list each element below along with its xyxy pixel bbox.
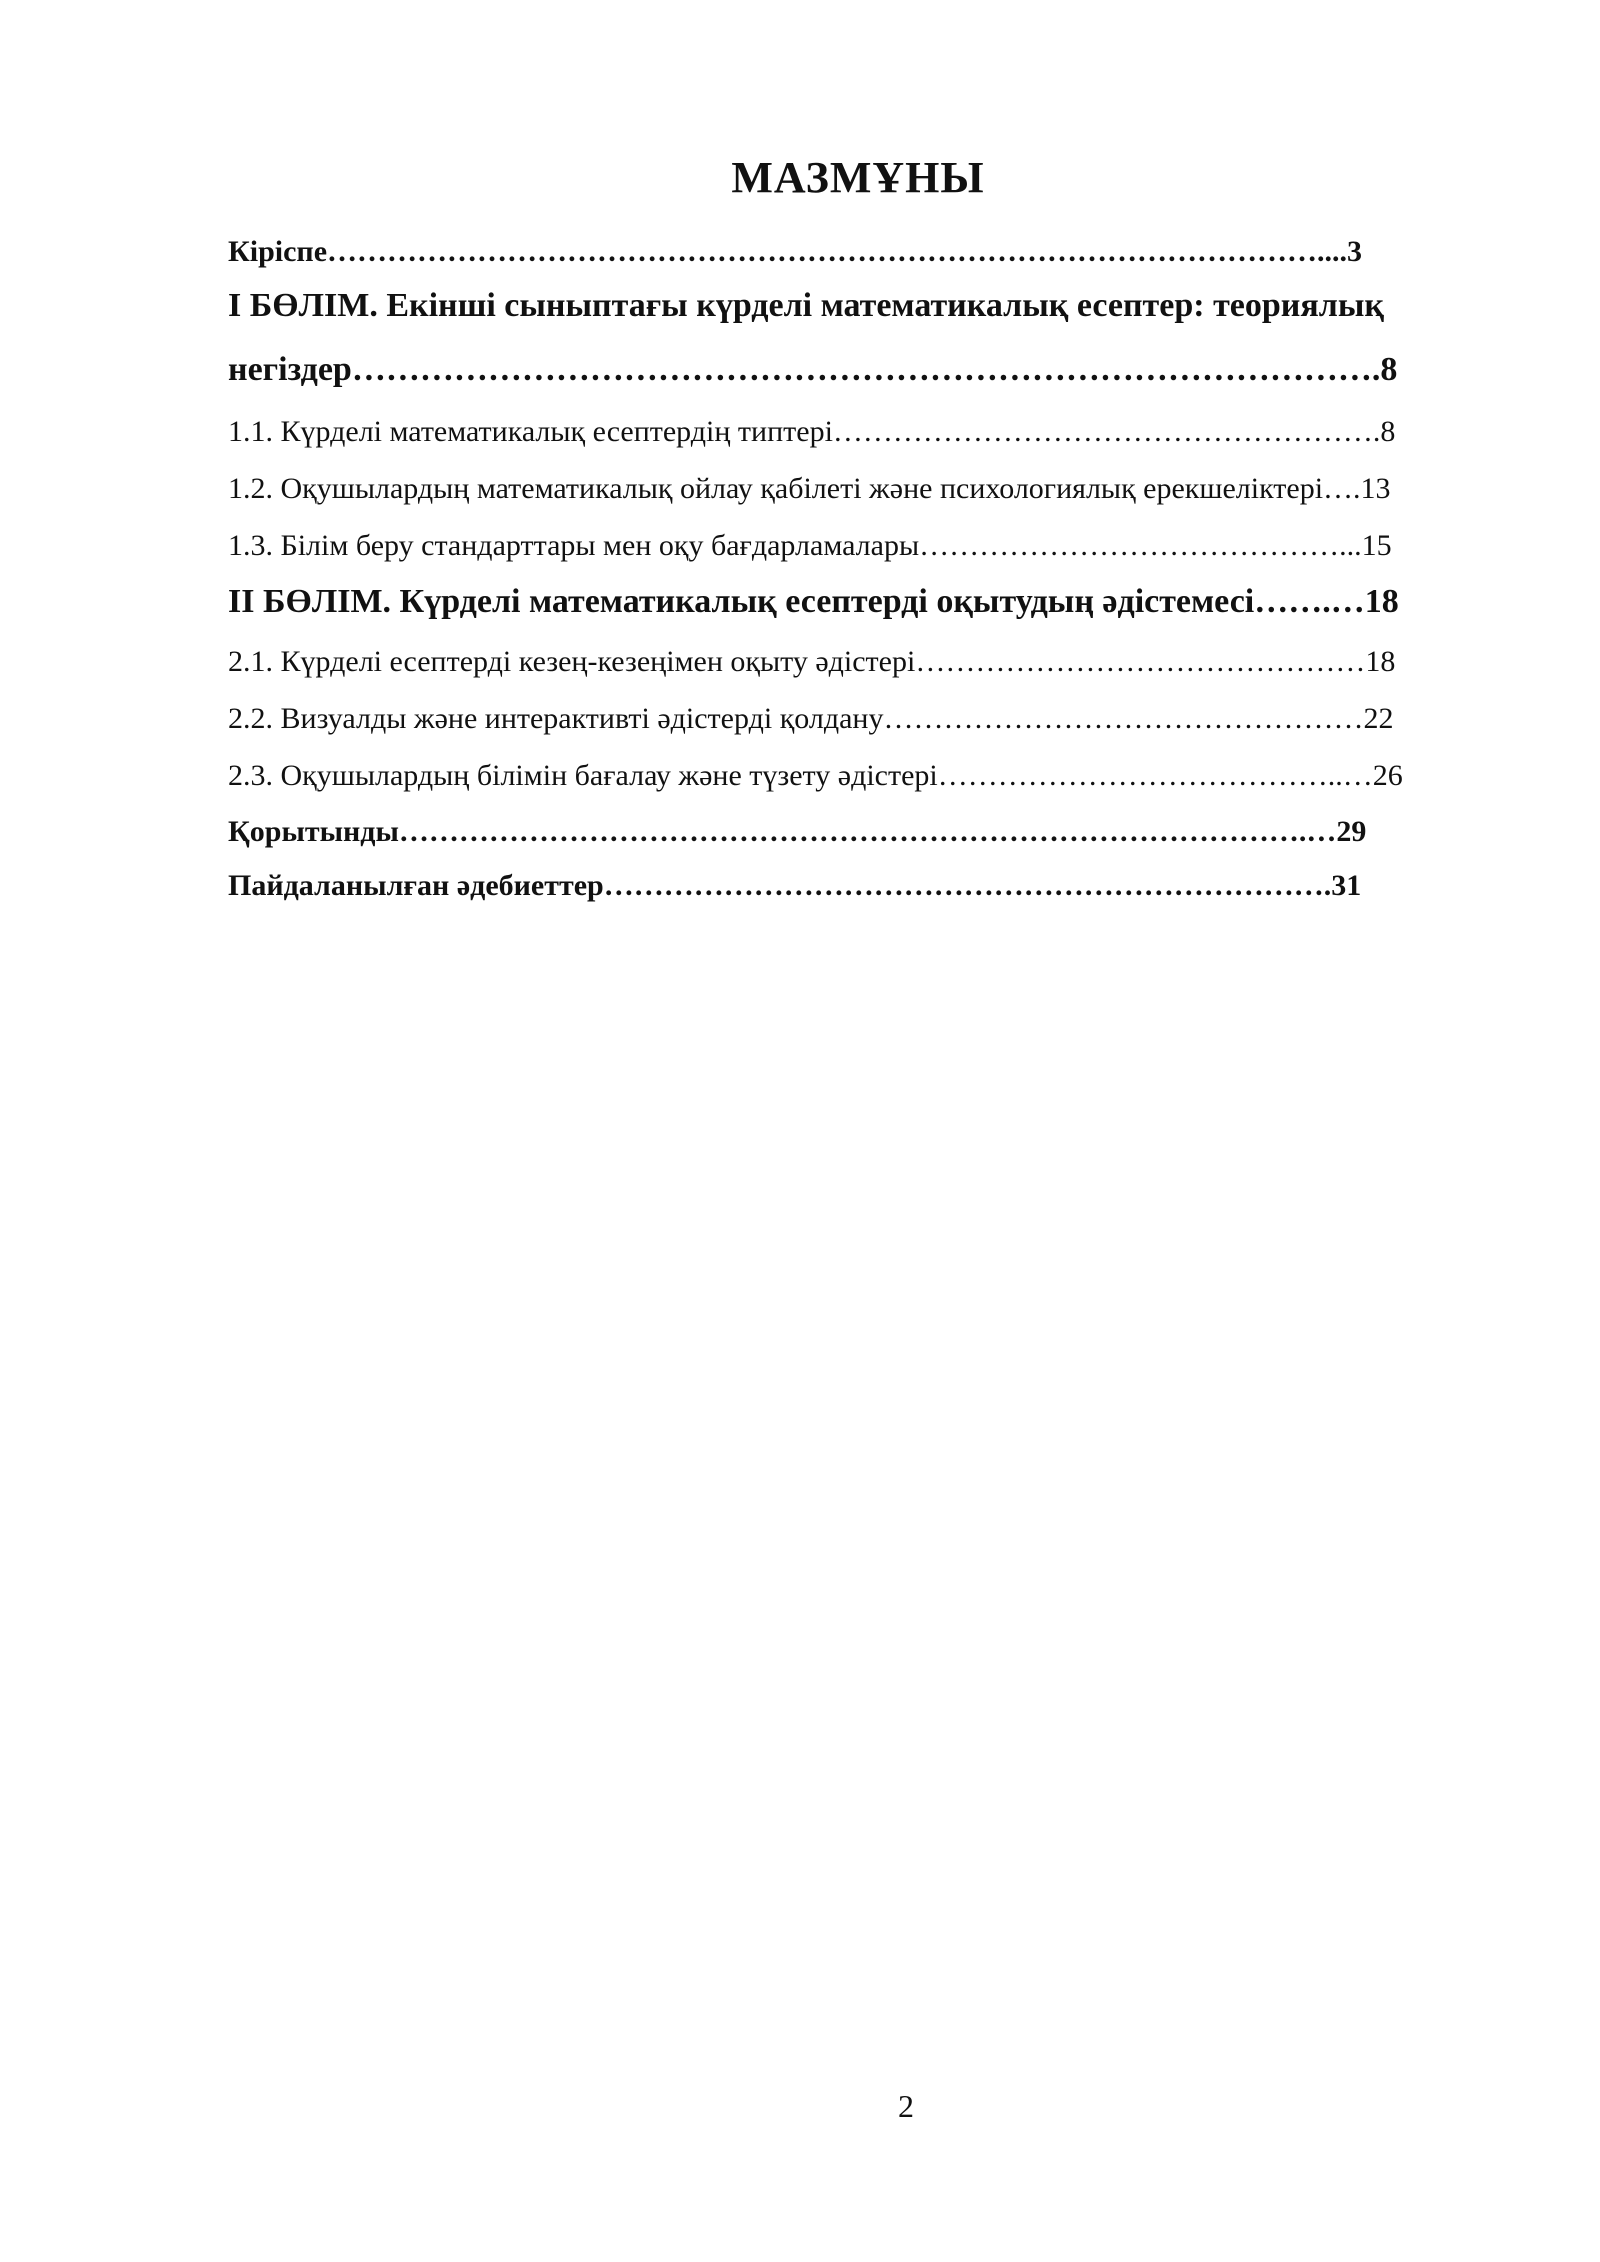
toc-entry-references (228, 866, 1490, 906)
toc-entry-text: 2.2. Визуалды және интерактивті әдістерді қолдану (228, 702, 884, 735)
toc-entry-text: Кіріспе (228, 235, 328, 268)
toc-entry-page: 8 (1380, 351, 1398, 388)
toc-entry-leader: ……………………………………………………………………………………….... (327, 235, 1348, 268)
toc-entry-conclusion (228, 812, 1490, 852)
toc-entry-text: 2.1. Күрделі есептерді кезең-кезеңімен оқыту әдістері (228, 645, 916, 678)
toc-entry-text: II БӨЛІМ. Күрделі математикалық есептерді оқытудың әдістемесі (228, 583, 1255, 620)
toc-entry-text: 2.3. Оқушылардың білімін бағалау және түзету әдістері (228, 759, 938, 792)
toc-entry-introduction (228, 232, 1490, 272)
toc-entry-page: 26 (1372, 759, 1403, 792)
toc-entry-leader: ………………………………………………. (832, 415, 1381, 448)
toc-entry-text: I БӨЛІМ. Екінші сыныптағы күрделі математикалық есептер: теориялық (228, 287, 1384, 324)
toc-entry-leader: ……………………………………………………………………………….… (398, 815, 1337, 848)
toc-entry-1-1 (228, 412, 1490, 452)
page-number: 2 (898, 2088, 914, 2124)
toc-entry-page: 22 (1363, 702, 1394, 735)
toc-entry-page: 15 (1361, 529, 1392, 562)
toc-entry-page: 31 (1331, 869, 1362, 902)
toc-entry-section-1-line-1 (228, 286, 1490, 326)
toc-entry-page: 18 (1365, 645, 1396, 678)
toc-title: МАЗМҰНЫ (731, 153, 985, 202)
toc-entry-page: 8 (1380, 415, 1396, 448)
toc-entry-leader: ………………………………………………………………. (603, 869, 1332, 902)
toc-entry-2-2 (228, 699, 1490, 739)
toc-entry-page: 13 (1360, 472, 1391, 505)
toc-entry-section-1-line-2 (228, 350, 1490, 390)
toc-entry-leader: …….… (1254, 583, 1365, 620)
toc-entry-text: 1.2. Оқушылардың математикалық ойлау қабілеті және психологиялық ерекшеліктері (228, 472, 1324, 505)
toc-entry-page: 3 (1347, 235, 1363, 268)
toc-entry-leader: …. (1323, 472, 1361, 505)
toc-entry-text: 1.1. Күрделі математикалық есептердің типтері (228, 415, 833, 448)
toc-entry-page: 29 (1336, 815, 1367, 848)
toc-entry-leader: ………………………………………… (883, 702, 1364, 735)
toc-entry-1-3 (228, 526, 1490, 566)
toc-entry-page: 18 (1364, 583, 1399, 620)
toc-entry-2-3 (228, 756, 1490, 796)
toc-entry-text: 1.3. Білім беру стандарттары мен оқу бағдарламалары (228, 529, 920, 562)
toc-entry-section-2 (228, 582, 1490, 622)
toc-entry-text: Пайдаланылған әдебиеттер (228, 869, 604, 902)
toc-entry-1-2 (228, 469, 1490, 509)
toc-entry-leader: ……………………………………… (915, 645, 1366, 678)
toc-entry-text: Қорытынды (228, 815, 399, 848)
toc-entry-2-1 (228, 642, 1490, 682)
toc-entry-leader: …………………………………..… (937, 759, 1373, 792)
toc-entry-leader: ………………………………………………………………………………. (351, 351, 1381, 388)
toc-entry-leader: ……………………………………... (919, 529, 1362, 562)
toc-entry-text: негіздер (228, 351, 352, 388)
